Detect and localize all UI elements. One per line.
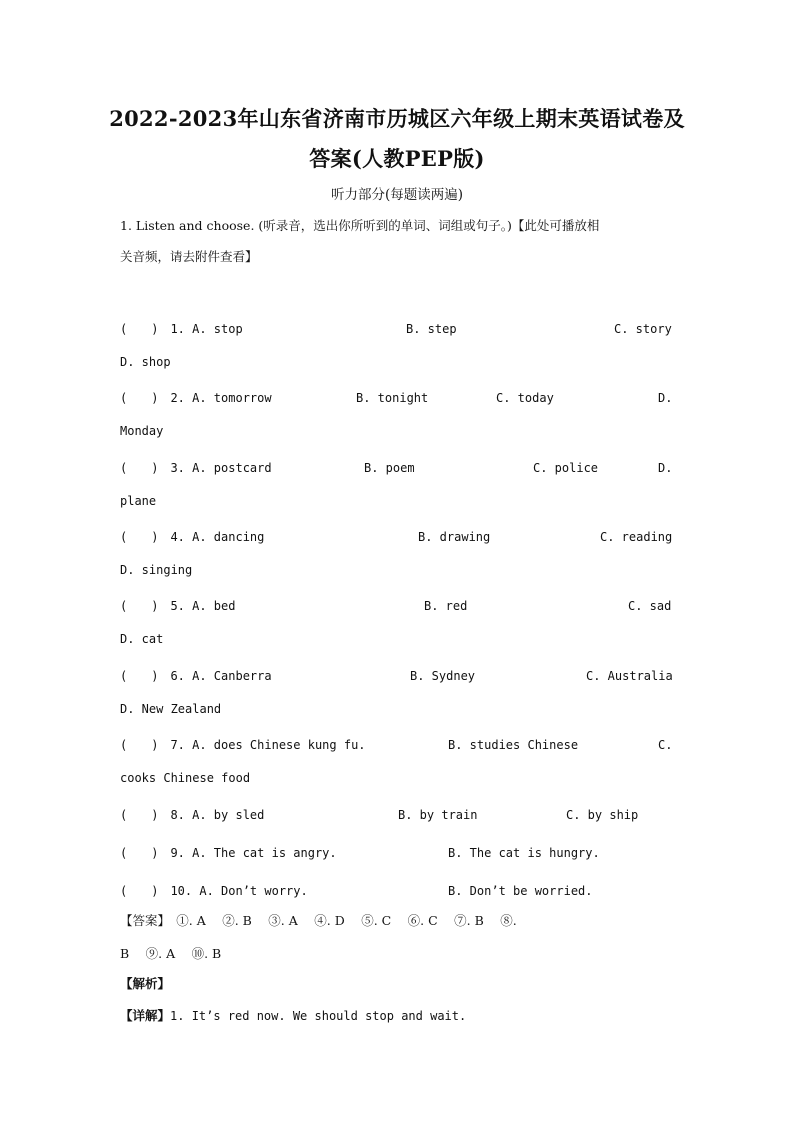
answer-line-1: 【答案】 ①. A ②. B ③. A ④. D ⑤. C ⑥. C ⑦. B ⑧.	[120, 913, 517, 928]
question-6-option-c: C. Australia	[586, 669, 673, 683]
question-1-option-c: C. story	[614, 322, 672, 336]
question-2-option-a: ( ) 2. A. tomorrow	[120, 391, 272, 405]
instruction-line-2: 关音频，请去附件查看】	[120, 249, 258, 264]
question-5-option-b: B. red	[424, 599, 468, 613]
question-2-option-b: B. tonight	[356, 391, 429, 405]
question-1-option-a: ( ) 1. A. stop	[120, 322, 243, 336]
question-9-option-a: ( ) 9. A. The cat is angry.	[120, 846, 337, 860]
question-7-option-c: cooks Chinese food	[120, 771, 251, 785]
question-4-option-a: ( ) 4. A. dancing	[120, 530, 265, 544]
question-3-option-a: ( ) 3. A. postcard	[120, 461, 272, 475]
question-8-option-a: ( ) 8. A. by sled	[120, 808, 265, 822]
question-5-option-c: C. sad	[628, 599, 672, 613]
detail-label: 【详解】	[120, 1008, 171, 1023]
question-6-option-a: ( ) 6. A. Canberra	[120, 669, 272, 683]
analysis-label: 【解析】	[120, 976, 171, 991]
question-3-option-d: plane	[120, 494, 157, 508]
detail-row	[120, 1007, 466, 1025]
question-9-option-b: B. The cat is hungry.	[448, 846, 600, 860]
question-8-option-b: B. by train	[398, 808, 478, 822]
question-5-option-d: D. cat	[120, 632, 164, 646]
question-7-option-c-letter: C.	[658, 738, 673, 752]
question-10-option-b: B. Don’t be worried.	[448, 884, 593, 898]
question-2-option-d-letter: D.	[658, 391, 673, 405]
question-3-option-c: C. police	[533, 461, 599, 475]
section-subtitle: 听力部分(每题读两遍)	[330, 187, 464, 203]
question-3-option-d-letter: D.	[658, 461, 673, 475]
question-2-option-d: Monday	[120, 424, 164, 438]
question-6-option-d: D. New Zealand	[120, 702, 222, 716]
question-3-option-b: B. poem	[364, 461, 415, 475]
detail-text: 1. It’s red now. We should stop and wait.	[170, 1009, 467, 1023]
question-4-option-d: D. singing	[120, 563, 193, 577]
exam-title-line-2: 答案(人教PEP版)	[309, 146, 485, 171]
question-5-option-a: ( ) 5. A. bed	[120, 599, 236, 613]
question-1-option-d: D. shop	[120, 355, 171, 369]
question-10-option-a: ( ) 10. A. Don’t worry.	[120, 884, 308, 898]
answer-line-2: B ⑨. A ⑩. B	[120, 946, 222, 961]
instruction-line-1: 1. Listen and choose. (听录音，选出你所听到的单词、词组或句子。)【此处可播放相	[120, 218, 600, 233]
question-2-option-c: C. today	[496, 391, 554, 405]
question-6-option-b: B. Sydney	[410, 669, 476, 683]
question-4-option-c: C. reading	[600, 530, 673, 544]
question-7-option-a: ( ) 7. A. does Chinese kung fu.	[120, 738, 366, 752]
question-1-option-b: B. step	[406, 322, 457, 336]
exam-title-line-1: 2022-2023年山东省济南市历城区六年级上期末英语试卷及	[109, 106, 685, 131]
question-7-option-b: B. studies Chinese	[448, 738, 579, 752]
question-4-option-b: B. drawing	[418, 530, 491, 544]
question-8-option-c: C. by ship	[566, 808, 639, 822]
